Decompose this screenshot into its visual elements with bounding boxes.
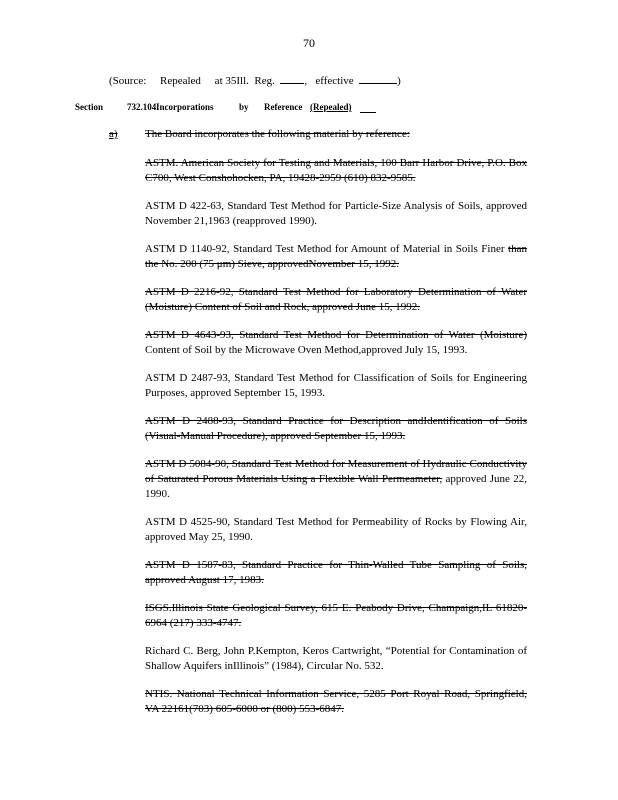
deleted-text: ASTM D 4643-93, Standard Test Method for Determination of Water (Moisture) xyxy=(145,329,527,341)
reference-entry-astm-d4643 xyxy=(145,328,527,358)
deleted-text: ISGS.Illinois State Geological Survey, 615 E. Peabody Drive, Champaign,IL 61820-6964 (217) 333-4747. xyxy=(145,602,527,629)
reference-text: Content of Soil by the Microwave Oven Method,approved July 15, 1993. xyxy=(145,344,468,356)
deleted-text: than the No. 200 (75 μm) Sieve, approvedNovember 15, 1992. xyxy=(145,243,527,270)
section-status: (Repealed) xyxy=(310,102,352,112)
reference-text: approved June 22, 1990. xyxy=(145,473,527,500)
deleted-text: ASTM D 2488-93, Standard Practice for Description andIdentification of Soils (Visual-Manual Procedure), approved September 15, 1993. xyxy=(145,415,527,442)
section-rule xyxy=(360,112,376,113)
deleted-text: ASTM D 1587-83, Standard Practice for Thin-Walled Tube Sampling of Soils, approved August 17, 1983. xyxy=(145,559,527,586)
section-reference: Reference xyxy=(264,102,303,112)
reference-text: ASTM D 422-63, Standard Test Method for Particle-Size Analysis of Soils, approved November 21,1963 (reapproved 1990). xyxy=(145,200,527,227)
reference-entry-astm-org xyxy=(145,156,527,186)
section-title: Incorporations xyxy=(156,102,214,112)
source-middle: , effective xyxy=(304,75,354,87)
source-suffix: ) xyxy=(397,75,401,87)
section-label: Section xyxy=(75,102,103,112)
reference-entry-astm-d2488 xyxy=(145,414,527,444)
deleted-text: NTIS. National Technical Information Service, 5285 Port Royal Road, Springfield, VA 22161(703) 605-6000 or (800) 553-6847. xyxy=(145,688,527,715)
reference-entry-berg xyxy=(145,644,527,674)
reference-entry-ntis xyxy=(145,687,527,717)
register-blank xyxy=(280,73,304,84)
reference-text: ASTM D 4525-90, Standard Test Method for Permeability of Rocks by Flowing Air, approved May 25, 1990. xyxy=(145,516,527,543)
reference-text: Richard C. Berg, John P.Kempton, Keros Cartwright, “Potential for Contamination of Shallow Aquifers inIllinois” (1984), Circular No. 532. xyxy=(145,645,527,672)
subsection-a xyxy=(109,128,519,140)
reference-entry-astm-d4525 xyxy=(145,515,527,545)
reference-entry-isgs xyxy=(145,601,527,631)
reference-entry-astm-d5084 xyxy=(145,457,527,502)
reference-entry-astm-d2487 xyxy=(145,371,527,401)
reference-text: ASTM D 2487-93, Standard Test Method for Classification of Soils for Engineering Purposes, approved September 15, 1993. xyxy=(145,372,527,399)
reference-entry-astm-d1587 xyxy=(145,558,527,588)
reference-entry-astm-d422 xyxy=(145,199,527,229)
source-prefix: (Source: Repealed at 35Ill. Reg. xyxy=(109,75,275,87)
section-number: 732.104 xyxy=(127,102,157,112)
deleted-text: ASTM D 5084-90, Standard Test Method for Measurement of Hydraulic Conductivity of Saturated Porous Materials Using a Flexible Wall Permeameter, xyxy=(145,458,527,485)
reference-list xyxy=(145,156,527,730)
deleted-text: ASTM D 2216-92, Standard Test Method for Laboratory Determination of Water (Moisture) Content of Soil and Rock, approved June 15, 1992. xyxy=(145,286,527,313)
reference-text: ASTM D 1140-92, Standard Test Method for Amount of Material in Soils Finer xyxy=(145,243,509,255)
reference-entry-astm-d2216 xyxy=(145,285,527,315)
page-number: 70 xyxy=(303,36,315,50)
reference-entry-astm-d1140 xyxy=(145,242,527,272)
source-note xyxy=(109,73,401,87)
subsection-a-label: a) xyxy=(109,128,118,140)
deleted-text: ASTM. American Society for Testing and Materials, 100 Barr Harbor Drive, P.O. Box C700, West Conshohocken, PA, 19428-2959 (610) 832-9585. xyxy=(145,157,527,184)
section-by: by xyxy=(239,102,249,112)
subsection-a-text: The Board incorporates the following material by reference: xyxy=(145,128,410,140)
effective-date-blank xyxy=(359,73,397,84)
